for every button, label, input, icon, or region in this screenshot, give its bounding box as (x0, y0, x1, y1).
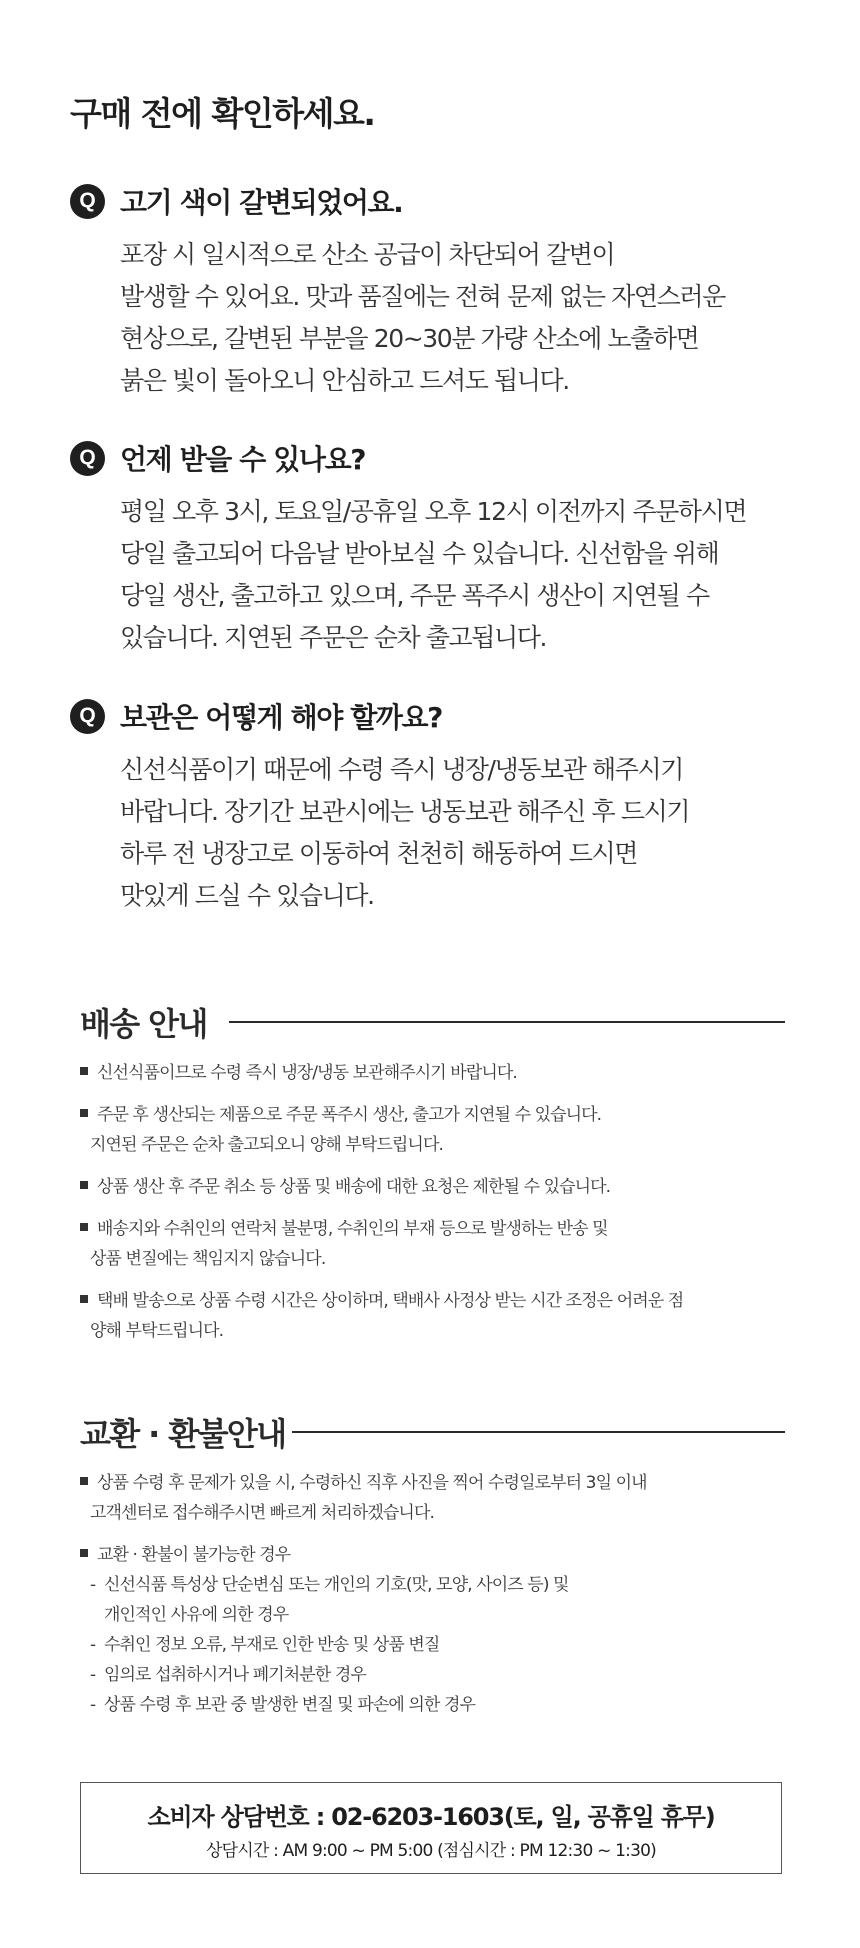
section-divider (292, 1431, 785, 1433)
square-bullet-icon (80, 1223, 88, 1231)
list-item-text: 교환 · 환불이 불가능한 경우 (97, 1545, 291, 1565)
faq-answer-line: 맛있게 드실 수 있습니다. (120, 881, 374, 910)
list-item-text: 지연된 주문은 순차 출고되오니 양해 부탁드립니다. (90, 1135, 443, 1155)
square-bullet-icon (80, 1549, 88, 1557)
square-bullet-icon (80, 1067, 88, 1075)
list-item-text: 주문 후 생산되는 제품으로 주문 폭주시 생산, 출고가 지연될 수 있습니다. (97, 1105, 602, 1125)
shipping-list (80, 1058, 785, 1346)
faq-answer-line: 현상으로, 갈변된 부분을 20~30분 가량 산소에 노출하면 (120, 324, 699, 353)
contact-info-box (80, 1782, 782, 1874)
refund-section (80, 1408, 785, 1720)
faq-answer-line: 바랍니다. 장기간 보관시에는 냉동보관 해주신 후 드시기 (120, 797, 690, 826)
faq-answer-line: 하루 전 냉장고로 이동하여 천천히 해동하여 드시면 (120, 839, 638, 868)
dash-bullet: - (90, 1665, 97, 1685)
faq-answer-line: 신선식품이기 때문에 수령 즉시 냉장/냉동보관 해주시기 (120, 755, 684, 784)
q-badge-icon: Q (70, 441, 105, 476)
dash-bullet: - (90, 1575, 97, 1595)
list-item (80, 1286, 785, 1346)
faq-question: 고기 색이 갈변되었어요. (120, 186, 403, 219)
faq-answer-line: 당일 생산, 출고하고 있으며, 주문 폭주시 생산이 지연될 수 (120, 581, 709, 610)
faq-answer (120, 234, 810, 402)
sub-list-item-text: 수취인 정보 오류, 부재로 인한 반송 및 상품 변질 (104, 1635, 440, 1655)
sub-list-item-text: 신선식품 특성상 단순변심 또는 개인의 기호(맛, 모양, 사이즈 등) 및 (104, 1575, 569, 1595)
sub-list-item-text: 개인적인 사유에 의한 경우 (104, 1605, 289, 1625)
list-item-text: 상품 생산 후 주문 취소 등 상품 및 배송에 대한 요청은 제한될 수 있습니다. (97, 1177, 611, 1197)
list-item-text: 택배 발송으로 상품 수령 시간은 상이하며, 택배사 사정상 받는 시간 조정은 어려운 점 (97, 1291, 684, 1311)
list-item-text: 상품 수령 후 문제가 있을 시, 수령하신 직후 사진을 찍어 수령일로부터 3일 이내 (97, 1473, 647, 1493)
square-bullet-icon (80, 1295, 88, 1303)
list-item-text: 신선식품이므로 수령 즉시 냉장/냉동 보관해주시기 바랍니다. (97, 1063, 517, 1083)
contact-phone: 소비자 상담번호 : 02-6203-1603(토, 일, 공휴일 휴무) (147, 1803, 715, 1831)
faq-answer-line: 붉은 빛이 돌아오니 안심하고 드셔도 됩니다. (120, 366, 569, 395)
sub-list-item (80, 1570, 785, 1630)
list-item (80, 1100, 785, 1160)
contact-hours: 상담시간 : AM 9:00 ~ PM 5:00 (점심시간 : PM 12:30 ~ 1:30) (206, 1841, 656, 1861)
list-item (80, 1172, 785, 1202)
faq-item-delivery (70, 438, 810, 659)
shipping-section (80, 998, 785, 1346)
faq-answer-line: 평일 오후 3시, 토요일/공휴일 오후 12시 이전까지 주문하시면 (120, 497, 747, 526)
faq-answer (120, 749, 810, 917)
dash-bullet: - (90, 1635, 97, 1655)
list-item (80, 1058, 785, 1088)
faq-question: 보관은 어떻게 해야 할까요? (120, 701, 443, 734)
sub-list (80, 1570, 785, 1720)
sub-list-item (80, 1660, 785, 1690)
section-title: 교환 · 환불안내 (80, 1415, 286, 1453)
refund-list (80, 1468, 785, 1720)
page-title: 구매 전에 확인하세요. (70, 94, 375, 133)
sub-list-item-text: 임의로 섭취하시거나 폐기처분한 경우 (104, 1665, 366, 1685)
faq-answer-line: 당일 출고되어 다음날 받아보실 수 있습니다. 신선함을 위해 (120, 539, 719, 568)
faq-answer (120, 491, 810, 659)
list-item-text: 고객센터로 접수해주시면 빠르게 처리하겠습니다. (90, 1503, 434, 1523)
q-badge-icon: Q (70, 699, 105, 734)
faq-answer-line: 있습니다. 지연된 주문은 순차 출고됩니다. (120, 623, 547, 652)
q-badge-icon: Q (70, 184, 105, 219)
faq-question: 언제 받을 수 있나요? (120, 443, 366, 476)
list-item (80, 1468, 785, 1528)
faq-item-color (70, 181, 810, 402)
dash-bullet: - (90, 1695, 97, 1715)
sub-list-item (80, 1630, 785, 1660)
section-title: 배송 안내 (80, 1005, 207, 1043)
faq-answer-line: 발생할 수 있어요. 맛과 품질에는 전혀 문제 없는 자연스러운 (120, 282, 725, 311)
square-bullet-icon (80, 1109, 88, 1117)
section-divider (229, 1021, 785, 1023)
list-item (80, 1214, 785, 1274)
square-bullet-icon (80, 1477, 88, 1485)
list-item-text: 배송지와 수취인의 연락처 불분명, 수취인의 부재 등으로 발생하는 반송 및 (97, 1219, 608, 1239)
square-bullet-icon (80, 1181, 88, 1189)
list-item (80, 1540, 785, 1720)
faq-answer-line: 포장 시 일시적으로 산소 공급이 차단되어 갈변이 (120, 240, 615, 269)
list-item-text: 상품 변질에는 책임지지 않습니다. (90, 1249, 326, 1269)
list-item-text: 양해 부탁드립니다. (90, 1321, 224, 1341)
faq-item-storage (70, 696, 810, 917)
sub-list-item-text: 상품 수령 후 보관 중 발생한 변질 및 파손에 의한 경우 (104, 1695, 475, 1715)
sub-list-item (80, 1690, 785, 1720)
